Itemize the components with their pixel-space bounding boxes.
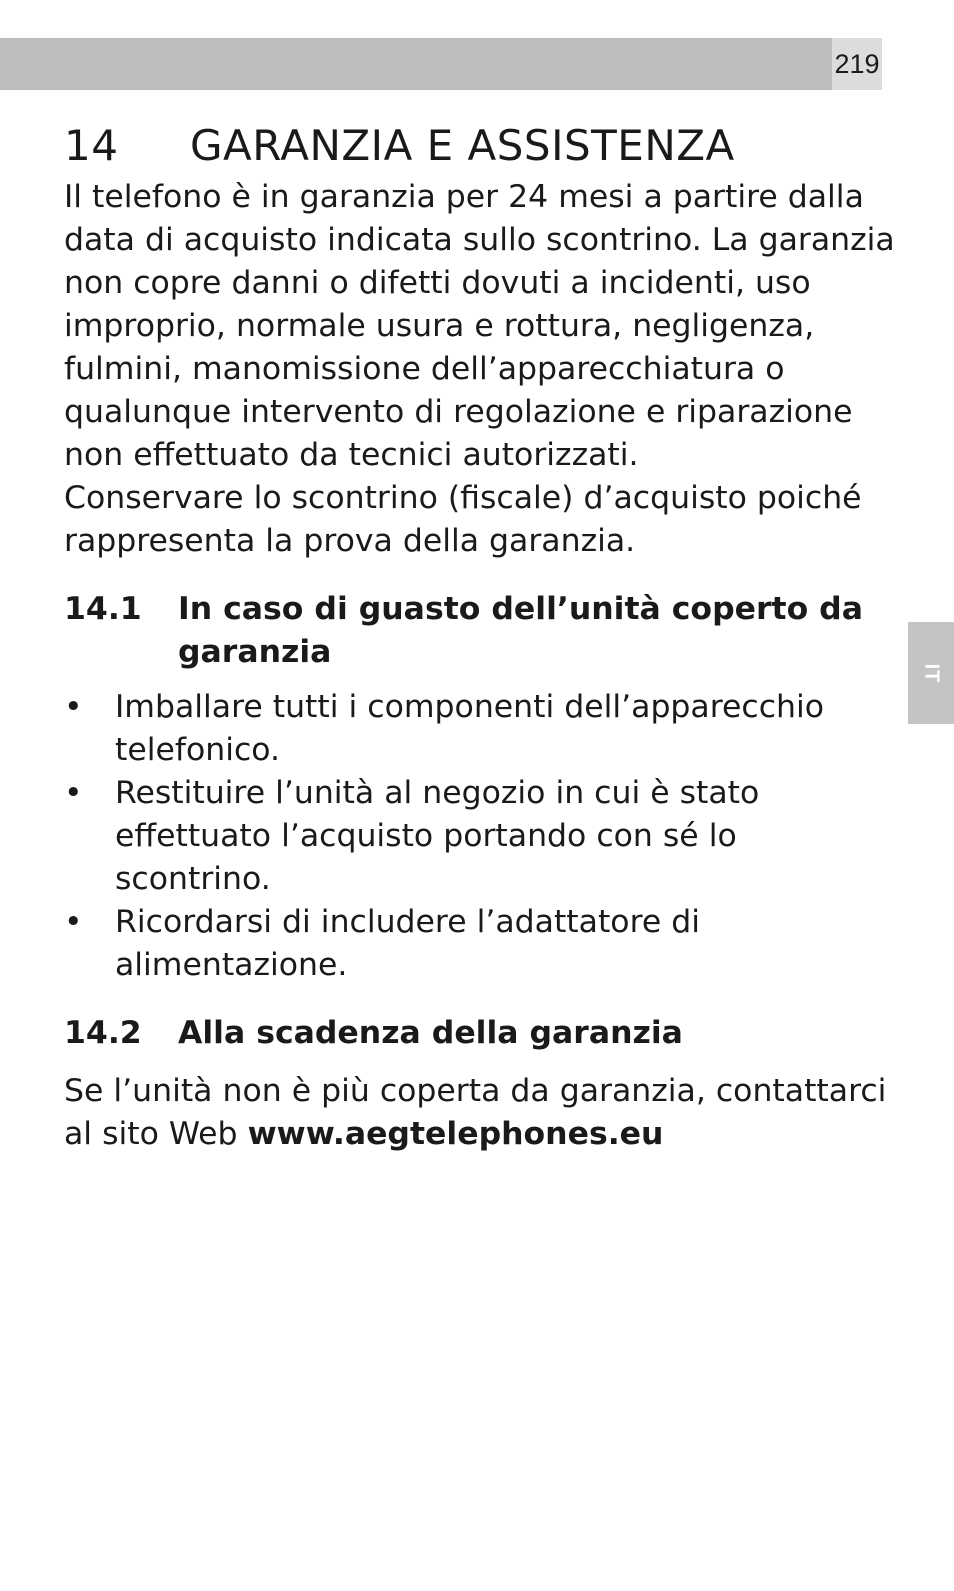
chapter-number: 14 — [64, 121, 119, 170]
bullet-icon: • — [64, 689, 83, 725]
chapter-title: GARANZIA E ASSISTENZA — [190, 121, 735, 170]
header-bar — [0, 38, 832, 90]
list-item — [64, 772, 900, 901]
list-item-text: Imballare tutti i componenti dell’apparecchio telefonico. — [115, 689, 824, 768]
language-tab-label: IT — [920, 663, 943, 683]
receipt-paragraph: Conservare lo scontrino (fiscale) d’acquisto poiché rappresenta la prova della garanzia. — [64, 480, 862, 559]
section-number: 14.2 — [64, 1015, 142, 1051]
website-link[interactable]: www.aegtelephones.eu — [247, 1116, 664, 1152]
list-item-text: Restituire l’unità al negozio in cui è stato effettuato l’acquisto portando con sé lo scontrino. — [115, 775, 760, 897]
warranty-steps-list — [64, 686, 900, 987]
page-number: 219 — [832, 38, 882, 90]
bullet-icon: • — [64, 775, 83, 811]
bullet-icon: • — [64, 904, 83, 940]
expired-warranty-text: Se l’unità non è più coperta da garanzia, contattarci al sito Web — [64, 1073, 887, 1152]
section-heading-14-2 — [64, 1012, 900, 1055]
expired-warranty-paragraph — [64, 1070, 900, 1156]
page-content — [64, 118, 900, 1156]
section-heading-14-1 — [64, 588, 900, 674]
intro-paragraph: Il telefono è in garanzia per 24 mesi a partire dalla data di acquisto indicata sullo scontrino. La garanzia non copre danni o difetti dovuti a incidenti, uso improprio, normale usura e rottura, negligenza, fulmini, manomissione dell’apparecchiatura o qualunque intervento di regolazione e riparazione non effettuato da tecnici autorizzati. — [64, 179, 895, 473]
chapter-heading — [64, 118, 900, 174]
section-title: In caso di guasto dell’unità coperto da garanzia — [178, 591, 863, 670]
list-item — [64, 686, 900, 772]
list-item — [64, 901, 900, 987]
language-tab — [908, 622, 954, 724]
section-title: Alla scadenza della garanzia — [178, 1015, 683, 1051]
list-item-text: Ricordarsi di includere l’adattatore di alimentazione. — [115, 904, 700, 983]
section-number: 14.1 — [64, 591, 142, 627]
